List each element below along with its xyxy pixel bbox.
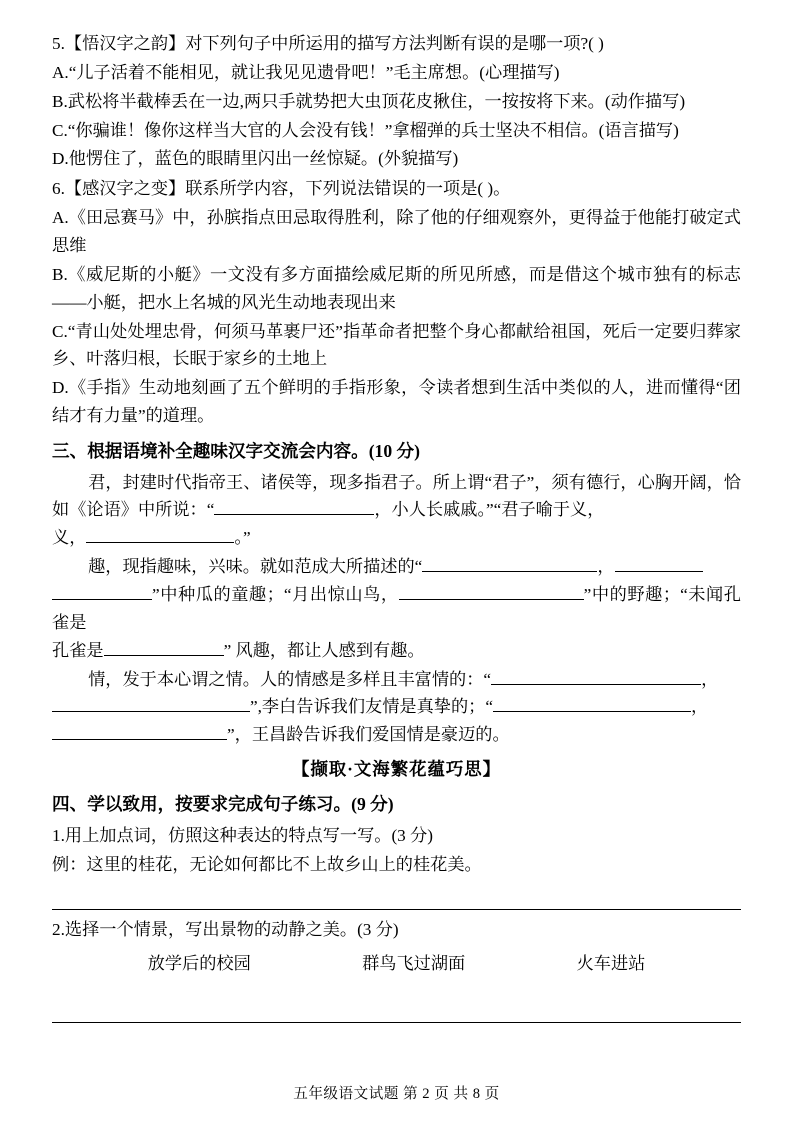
section-4-question-1-example: 例：这里的桂花，无论如何都比不上故乡山上的桂花美。 (52, 854, 482, 874)
scene-option-1[interactable]: 放学后的校园 (147, 954, 251, 974)
paragraph-2-text-e: ” 风趣，都让人感到有趣。 (223, 640, 425, 660)
paragraph-3-text-b: ， (701, 669, 719, 689)
answer-line-1[interactable] (52, 909, 741, 910)
paragraph-2-text-e-lead: 孔雀是 (52, 640, 104, 660)
section-3-paragraph-1 (52, 469, 741, 553)
fill-blank-8[interactable] (52, 711, 250, 712)
question-6-option-d: D.《手指》生动地刻画了五个鲜明的手指形象，令读者想到生活中类似的人，进而懂得“团结才有力量”的道理。 (52, 378, 741, 426)
fill-blank-4b[interactable] (52, 599, 152, 600)
page-footer: 五年级语文试题 第 2 页 共 8 页 (293, 1086, 500, 1102)
question-5-option-d: D.他愣住了，蓝色的眼睛里闪出一丝惊疑。(外貌描写) (52, 149, 459, 169)
paragraph-1-text-c: 。” (234, 528, 251, 548)
question-5-stem: 5.【悟汉字之韵】对下列句子中所运用的描写方法判断有误的是哪一项?( ) (52, 34, 604, 53)
fill-blank-6[interactable] (104, 655, 224, 656)
fill-blank-2[interactable] (86, 542, 234, 543)
paragraph-3-text-a: 情，发于本心谓之情。人的情感是多样且丰富情的：“ (88, 669, 492, 689)
fill-blank-3[interactable] (422, 571, 597, 572)
scene-options (52, 944, 741, 978)
page-content (52, 30, 741, 1023)
section-banner: 【撷取·文海繁花蕴巧思】 (291, 759, 502, 780)
question-6-option-b: B.《威尼斯的小艇》一文没有多方面描绘威尼斯的所见所感，而是借这个城市独有的标志——小艇，把水上名城的风光生动地表现出来 (52, 264, 741, 312)
paragraph-1-text-a: 君，封建时代指帝王、诸侯等，现多指君子。所上谓“君子”，须有德行，心胸开阔，恰如《论语》中所说：“ (52, 472, 741, 520)
fill-blank-4[interactable] (615, 571, 703, 572)
fill-blank-5[interactable] (399, 599, 584, 600)
question-5-option-a: A.“儿子活着不能相见，就让我见见遗骨吧！”毛主席想。(心理描写) (52, 62, 560, 82)
question-5 (52, 30, 741, 173)
section-4-heading: 四、学以致用，按要求完成句子练习。(9 分) (52, 794, 394, 815)
paragraph-2-text-b: ， (597, 557, 615, 577)
paragraph-2-text-a: 趣，现指趣味，兴味。就如范成大所描述的“ (88, 557, 423, 577)
section-3-heading: 三、根据语境补全趣味汉字交流会内容。(10 分) (52, 441, 420, 462)
scene-option-3[interactable]: 火车进站 (576, 954, 646, 974)
paragraph-3-text-c: ”,李白告诉我们友情是真挚的；“ (250, 697, 493, 717)
paragraph-2-text-c: ”中种瓜的童趣；“月出惊山鸟， (152, 584, 399, 604)
question-5-option-b: B.武松将半截棒丢在一边,两只手就势把大虫顶花皮揪住，一按按将下来。(动作描写) (52, 91, 686, 111)
question-6-stem: 6.【感汉字之变】联系所学内容，下列说法错误的一项是( )。 (52, 179, 511, 199)
fill-blank-7[interactable] (491, 684, 701, 685)
section-3-paragraph-2 (52, 553, 741, 664)
fill-blank-9[interactable] (493, 711, 691, 712)
fill-blank-10[interactable] (52, 739, 227, 740)
answer-line-2[interactable] (52, 1022, 741, 1023)
section-3-paragraph-3 (52, 666, 741, 750)
paragraph-3-text-d: ， (691, 697, 709, 717)
paragraph-3-text-e: ”，王昌龄告诉我们爱国情是豪迈的。 (227, 725, 510, 745)
question-5-option-c: C.“你骗谁！像你这样当大官的人会没有钱！”拿榴弹的兵士坚决不相信。(语言描写) (52, 120, 679, 140)
scene-option-2[interactable]: 群鸟飞过湖面 (362, 954, 466, 974)
fill-blank-1[interactable] (214, 514, 374, 515)
paragraph-1-text-c-lead: 义， (52, 528, 87, 548)
question-6-option-c: C.“青山处处埋忠骨，何须马革裹尸还”指革命者把整个身心都献给祖国，死后一定要归葬家乡、叶落归根，长眠于家乡的土地上 (52, 321, 741, 369)
section-4-question-1: 1.用上加点词，仿照这种表达的特点写一写。(3 分) (52, 825, 433, 845)
question-6 (52, 175, 741, 430)
paragraph-2-text-d: ”中的野趣；“未闻孔雀是 (52, 584, 741, 632)
question-6-option-a: A.《田忌赛马》中，孙膑指点田忌取得胜利，除了他的仔细观察外，更得益于他能打破定式思维 (52, 208, 741, 256)
section-4-question-2: 2.选择一个情景，写出景物的动静之美。(3 分) (52, 919, 399, 939)
paragraph-1-text-b: ，小人长戚戚。”“君子喻于义， (374, 500, 605, 520)
